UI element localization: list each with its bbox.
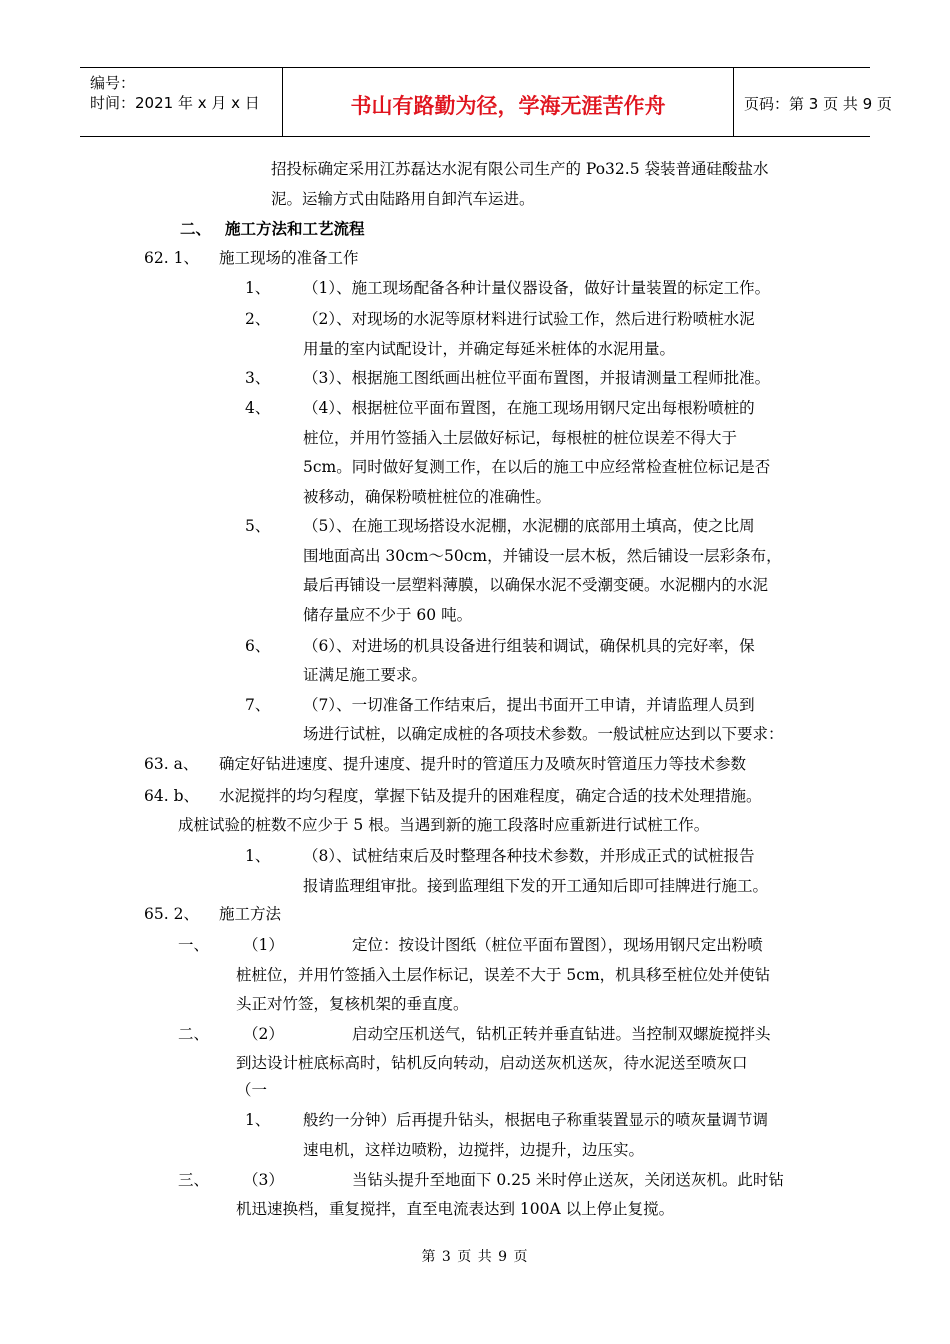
body-line: 水泥搅拌的均匀程度，掌握下钻及提升的困难程度，确定合适的技术处理措施。 [219,787,762,805]
list-number: 65. 2、 [144,905,199,923]
body-line: 用量的室内试配设计，并确定每延米桩体的水泥用量。 [303,340,676,358]
body-line: 证满足施工要求。 [303,666,428,684]
body-line: （4）、根据桩位平面布置图，在施工现场用钢尺定出每根粉喷桩的 [303,399,755,417]
item-number: 1、 [245,1111,271,1129]
header-meta-cell [80,68,283,136]
body-line: 到达设计桩底标高时，钻机反向转动，启动送灰机送灰，待水泥送至喷灰口 [236,1054,748,1072]
header-page-cell [734,68,892,136]
body-line: 启动空压机送气，钻机正转并垂直钻进。当控制双螺旋搅拌头 [352,1025,771,1043]
body-line: 当钻头提升至地面下 0.25 米时停止送灰，关闭送灰机。此时钻 [352,1171,784,1189]
list-number: 62. 1、 [144,249,199,267]
body-line: 定位：按设计图纸（桩位平面布置图），现场用钢尺定出粉喷 [352,936,763,954]
item-number: 三、 [178,1171,210,1189]
body-line: （5）、在施工现场搭设水泥棚，水泥棚的底部用土填高，使之比周 [303,517,755,535]
item-subnumber: （3） [243,1171,284,1189]
body-line: 被移动，确保粉喷桩桩位的准确性。 [303,488,552,506]
item-number: 二、 [178,1025,210,1043]
page-footer: 第 3 页 共 9 页 [421,1249,529,1265]
item-number: 3、 [245,369,271,387]
body-line: 桩桩位，并用竹签插入土层作标记，误差不大于 5cm，机具移至桩位处并使钻 [236,966,771,984]
subsection-title: 施工现场的准备工作 [219,249,359,267]
item-subnumber: （1） [243,936,284,954]
body-line: 招投标确定采用江苏磊达水泥有限公司生产的 Po32.5 袋装普通硅酸盐水 [271,160,769,178]
item-number: 7、 [245,696,271,714]
body-line: 桩位，并用竹签插入土层做好标记，每根桩的桩位误差不得大于 [303,429,738,447]
body-line: 泥。运输方式由陆路用自卸汽车运进。 [271,190,535,208]
body-line: 头正对竹签，复核机架的垂直度。 [236,995,469,1013]
item-number: 6、 [245,637,271,655]
item-subnumber: （2） [243,1025,284,1043]
item-number: 4、 [245,399,271,417]
item-number: 一、 [178,936,210,954]
date-label: 时间：2021 年 x 月 x 日 [90,94,260,112]
body-line: （一 [236,1081,268,1099]
body-line: 机迅速换档，重复搅拌，直至电流表达到 100A 以上停止复搅。 [236,1200,675,1218]
page-header [80,67,892,137]
item-number: 1、 [245,847,271,865]
body-line: （6）、对进场的机具设备进行组装和调试，确保机具的完好率，保 [303,637,755,655]
item-number: 1、 [245,279,271,297]
item-number: 2、 [245,310,271,328]
body-line: 围地面高出 30cm～50cm，并铺设一层木板，然后铺设一层彩条布， [303,547,782,565]
body-line: 般约一分钟）后再提升钻头，根据电子称重装置显示的喷灰量调节调 [303,1111,769,1129]
list-number: 64. b、 [144,787,199,805]
section-number: 二、 [180,219,212,238]
serial-label: 编号： [90,74,136,92]
list-number: 63. a、 [144,755,199,773]
motto: 书山有路勤为径，学海无涯苦作舟 [350,94,666,118]
body-line: 场进行试桩，以确定成桩的各项技术参数。一般试桩应达到以下要求： [303,725,784,743]
body-line: 确定好钻进速度、提升速度、提升时的管道压力及喷灰时管道压力等技术参数 [219,755,747,773]
page-info: 页码：第 3 页 共 9 页 [744,95,892,113]
section-title: 施工方法和工艺流程 [225,219,365,238]
body-line: 报请监理组审批。接到监理组下发的开工通知后即可挂牌进行施工。 [303,877,769,895]
body-line: （7）、一切准备工作结束后，提出书面开工申请，并请监理人员到 [303,696,755,714]
body-line: （8）、试桩结束后及时整理各种技术参数，并形成正式的试桩报告 [303,847,755,865]
body-line: 5cm。同时做好复测工作，在以后的施工中应经常检查桩位标记是否 [303,458,771,476]
body-line: （2）、对现场的水泥等原材料进行试验工作，然后进行粉喷桩水泥 [303,310,755,328]
body-line: 最后再铺设一层塑料薄膜，以确保水泥不受潮变硬。水泥棚内的水泥 [303,576,769,594]
body-line: （3）、根据施工图纸画出桩位平面布置图，并报请测量工程师批准。 [303,369,771,387]
body-line: 速电机，这样边喷粉，边搅拌，边提升，边压实。 [303,1141,645,1159]
header-motto-cell [283,68,734,136]
body-line: 成桩试验的桩数不应少于 5 根。当遇到新的施工段落时应重新进行试桩工作。 [178,816,710,834]
subsection-title: 施工方法 [219,905,282,923]
body-line: （1）、施工现场配备各种计量仪器设备，做好计量装置的标定工作。 [303,279,771,297]
item-number: 5、 [245,517,271,535]
body-line: 储存量应不少于 60 吨。 [303,606,473,624]
